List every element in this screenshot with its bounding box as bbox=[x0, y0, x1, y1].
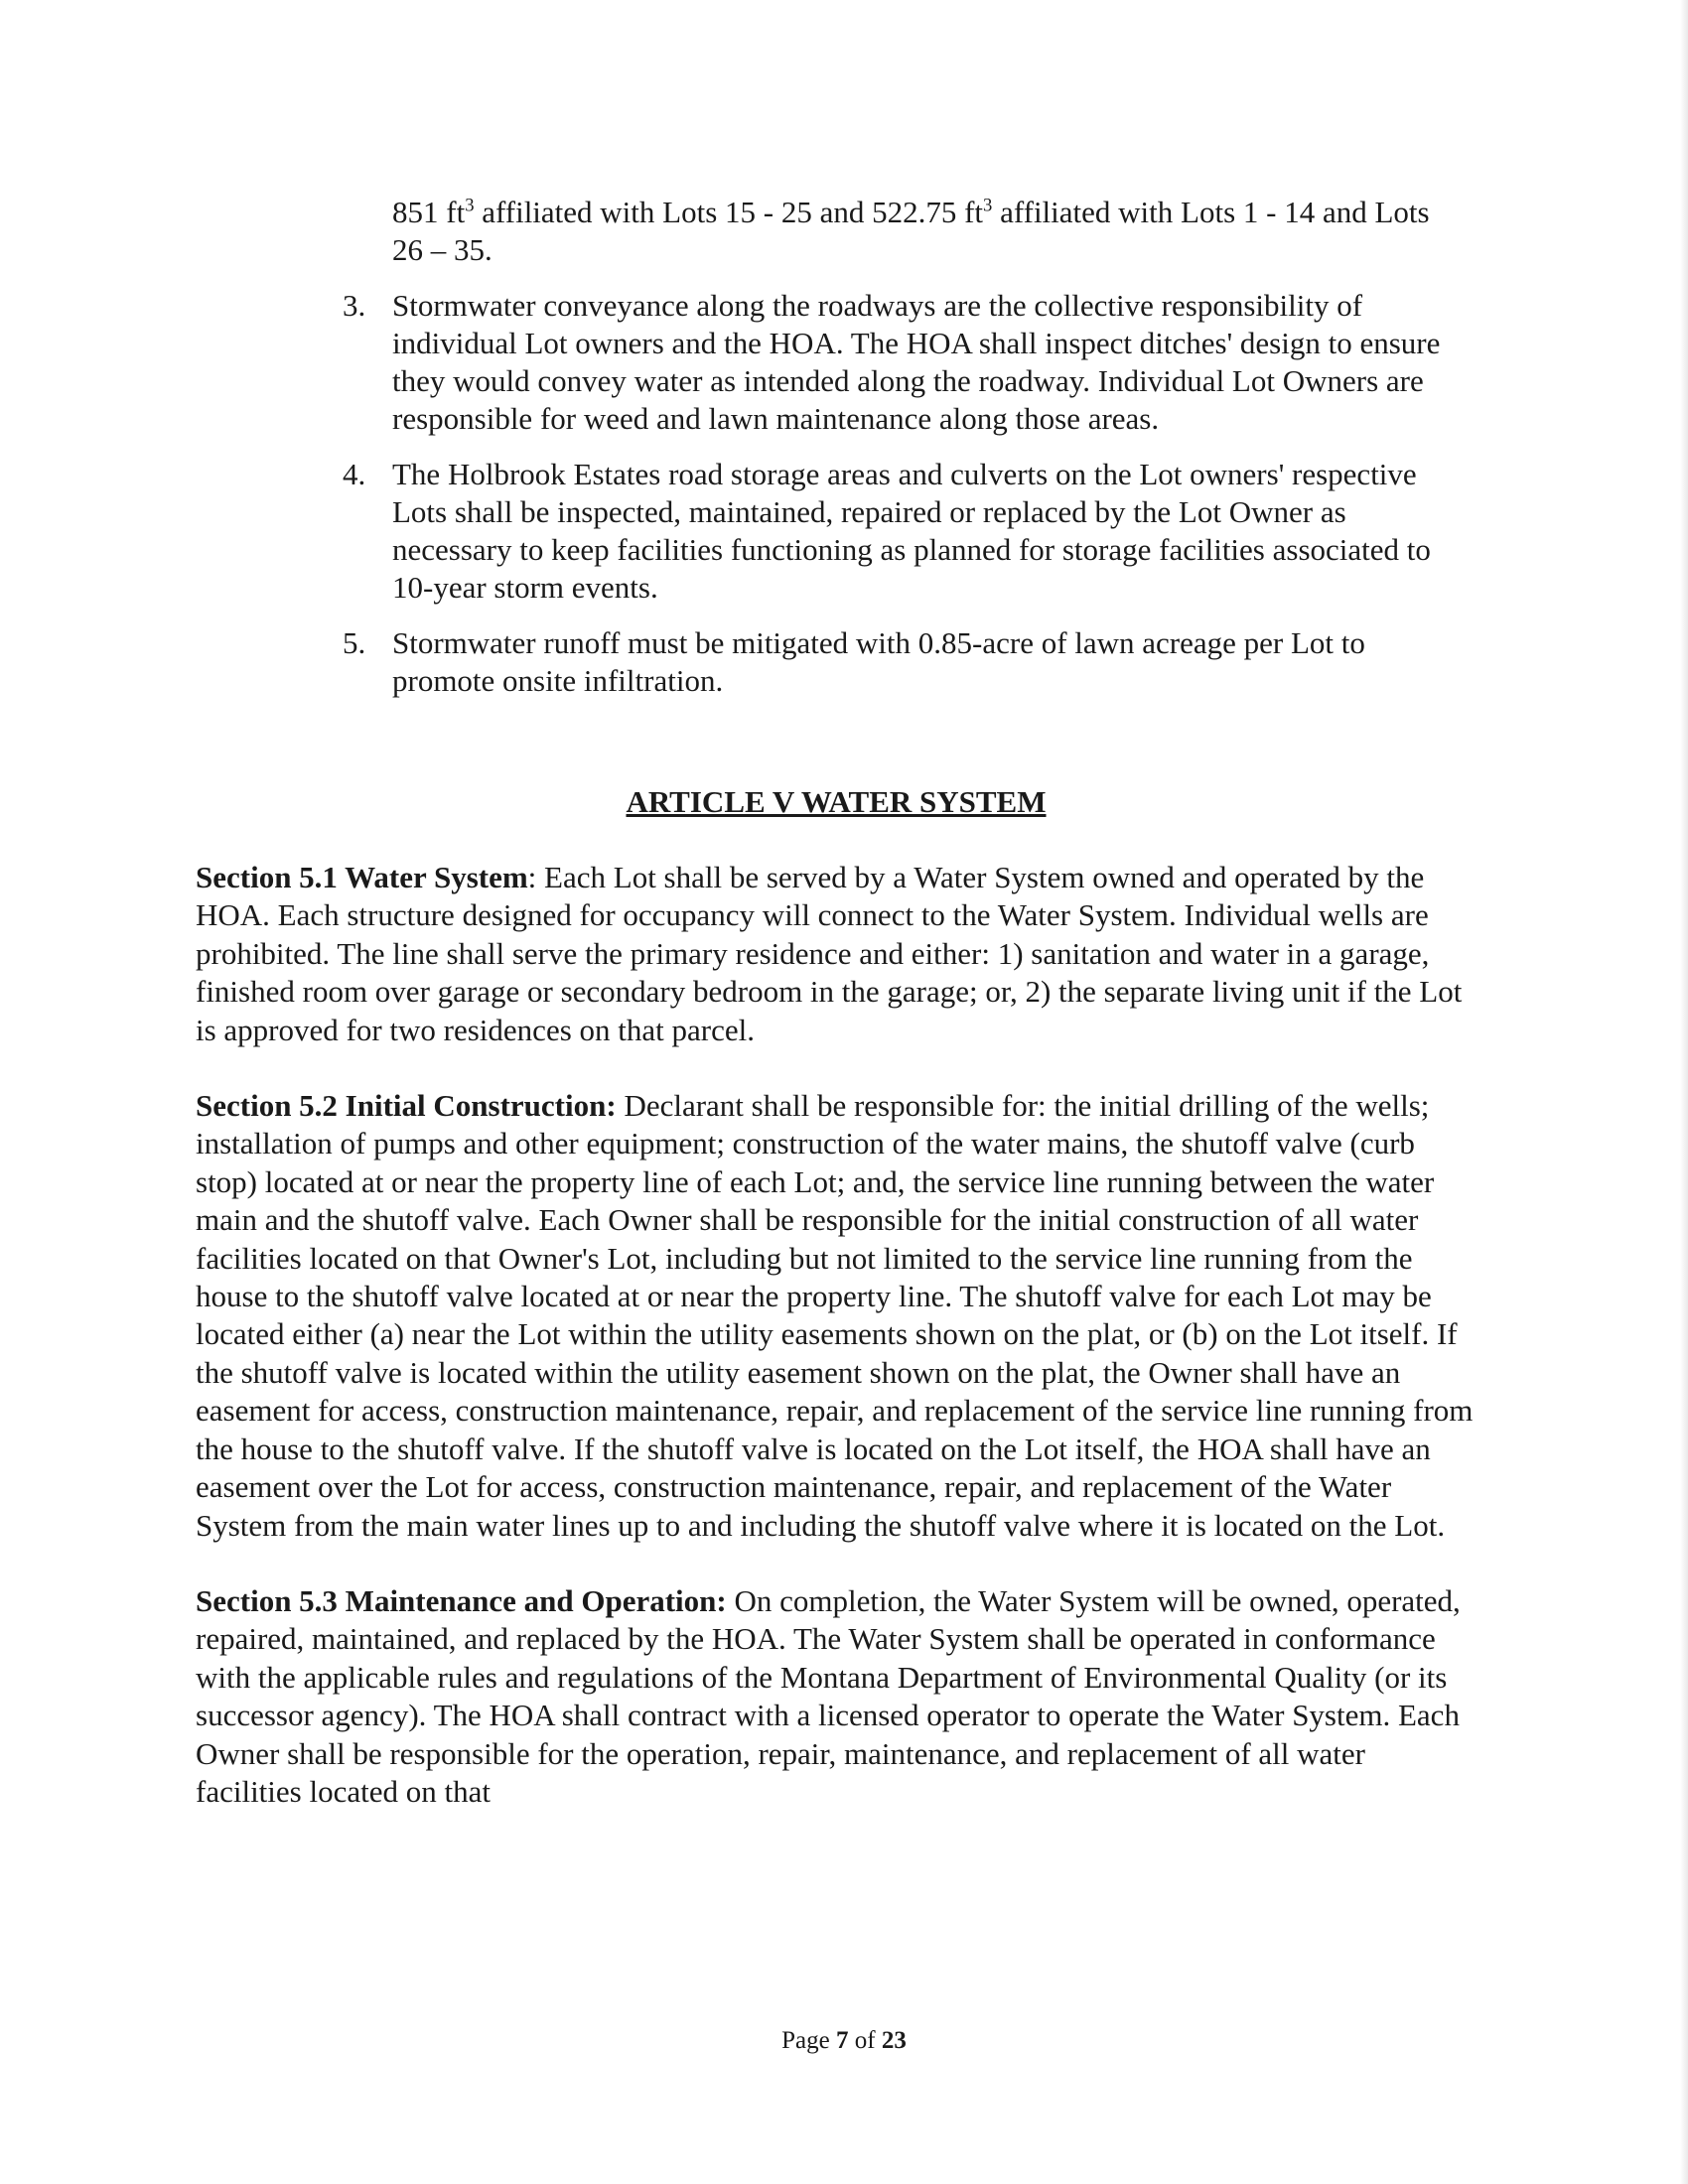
section-5-3 bbox=[196, 1582, 1477, 1811]
section-heading: Section 5.2 Initial Construction: bbox=[196, 1088, 617, 1124]
section-body: Each Lot shall be served by a Water System owned and operated by the HOA. Each structure designed for occupancy will connect to the Water System. Individual wells are prohibited. The line shall serve the primary residence and either: 1) sanitation and water in a garage, finished room over garage or secondary bedroom in the garage; or, 2) the separate living unit if the Lot is approved for two residences on that parcel. bbox=[196, 860, 1463, 1047]
total-pages: 23 bbox=[881, 2027, 907, 2054]
section-body: Declarant shall be responsible for: the initial drilling of the wells; installation of pumps and other equipment; construction of the water mains, the shutoff valve (curb stop) located at or near the property line of each Lot; and, the service line running between the water main and the shutoff valve. Each Owner shall be responsible for the initial construction of all water facilities located on that Owner's Lot, including but not limited to the service line running from the house to the shutoff valve located at or near the property line. The shutoff valve for each Lot may be located either (a) near the Lot within the utility easements shown on the plat, or (b) on the Lot itself. If the shutoff valve is located within the utility easement shown on the plat, the Owner shall have an easement for access, construction maintenance, repair, and replacement of the service line running from the house to the shutoff valve. If the shutoff valve is located on the Lot itself, the HOA shall have an easement over the Lot for access, construction maintenance, repair, and replacement of the Water System from the main water lines up to and including the shutoff valve where it is located on the Lot. bbox=[196, 1088, 1474, 1543]
continuation-text: affiliated with Lots 1 - 14 and Lots 26 – 35. bbox=[392, 195, 1430, 267]
page-content bbox=[196, 194, 1477, 1848]
list-item-continuation bbox=[392, 194, 1465, 269]
superscript: 3 bbox=[983, 195, 993, 216]
continuation-text: 851 ft bbox=[392, 195, 466, 229]
article-heading: ARTICLE V WATER SYSTEM bbox=[626, 784, 1047, 819]
list-item bbox=[343, 624, 1465, 700]
section-5-1 bbox=[196, 859, 1477, 1049]
list-item bbox=[343, 456, 1465, 607]
section-separator: : bbox=[527, 860, 545, 894]
page-number: 7 bbox=[836, 2027, 849, 2054]
section-heading: Section 5.1 Water System bbox=[196, 860, 528, 894]
list-item-text: Stormwater conveyance along the roadways are the collective responsibility of individual Lot owners and the HOA. The HOA shall inspect ditches' design to ensure they would convey water as intended along the roadway. Individual Lot Owners are responsible for weed and lawn maintenance along those areas. bbox=[392, 288, 1441, 436]
superscript: 3 bbox=[465, 195, 475, 216]
list-item-number: 5. bbox=[343, 625, 366, 660]
list-item bbox=[343, 287, 1465, 438]
page-edge-shadow bbox=[1680, 0, 1688, 2184]
list-item-number: 3. bbox=[343, 288, 366, 323]
list-item-text: The Holbrook Estates road storage areas and culverts on the Lot owners' respective Lots shall be inspected, maintained, repaired or replaced by the Lot Owner as necessary to keep facilities functioning as planned for storage facilities associated to 10-year storm events. bbox=[392, 457, 1431, 605]
numbered-list bbox=[343, 194, 1465, 700]
continuation-text: affiliated with Lots 15 - 25 and 522.75 ft bbox=[474, 195, 984, 229]
page-footer bbox=[0, 2026, 1688, 2056]
section-separator bbox=[727, 1583, 735, 1618]
list-item-text: Stormwater runoff must be mitigated with 0.85-acre of lawn acreage per Lot to promote onsite infiltration. bbox=[392, 625, 1365, 698]
section-5-2 bbox=[196, 1087, 1477, 1545]
of-label: of bbox=[848, 2027, 882, 2054]
section-body: On completion, the Water System will be owned, operated, repaired, maintained, and replaced by the HOA. The Water System shall be operated in conformance with the applicable rules and regulations of the Montana Department of Environmental Quality (or its successor agency). The HOA shall contract with a licensed operator to operate the Water System. Each Owner shall be responsible for the operation, repair, maintenance, and replacement of all water facilities located on that bbox=[196, 1582, 1461, 1809]
list-item-number: 4. bbox=[343, 457, 366, 491]
page-label: Page bbox=[781, 2027, 837, 2054]
section-heading: Section 5.3 Maintenance and Operation: bbox=[196, 1582, 727, 1618]
